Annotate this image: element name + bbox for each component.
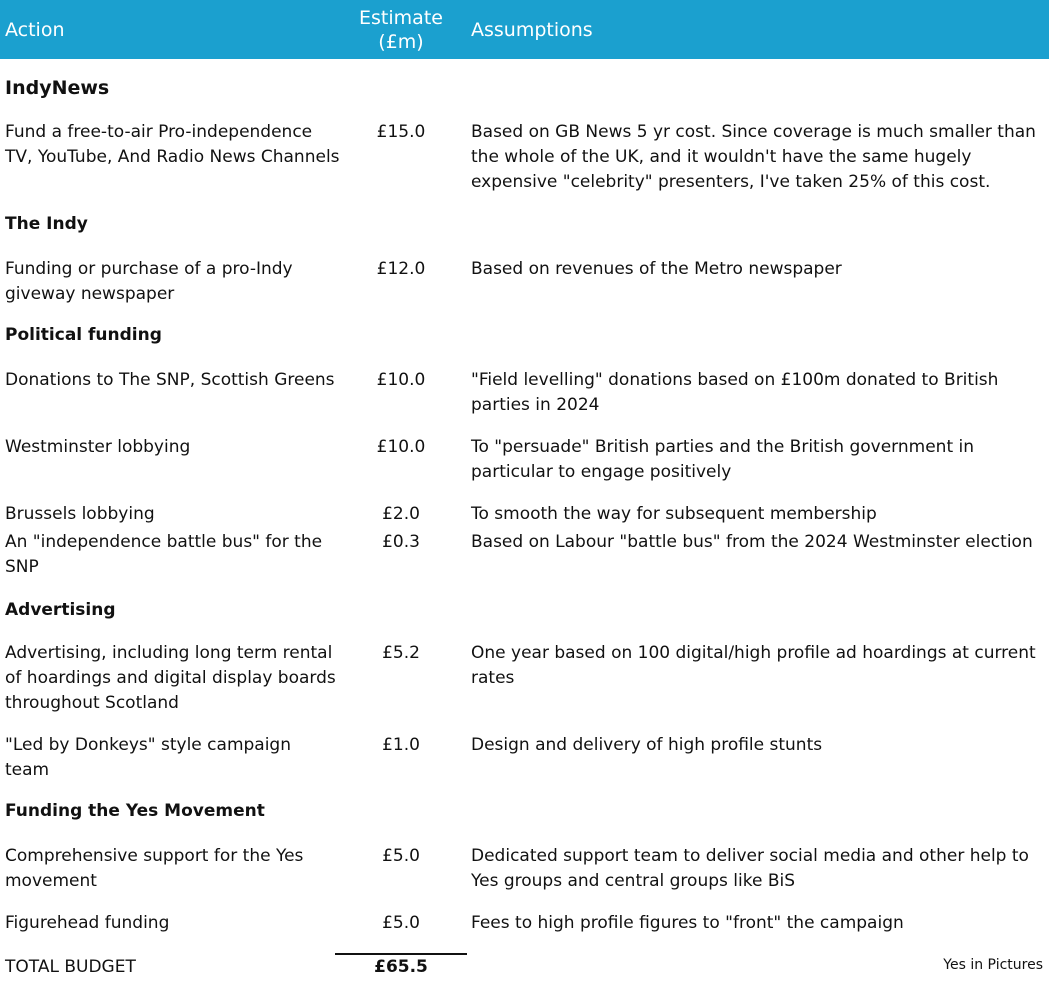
credit-text: Yes in Pictures: [943, 957, 1043, 973]
row-estimate: £12.0: [376, 259, 426, 279]
row-action: Donations to The SNP, Scottish Greens: [5, 370, 335, 390]
row-estimate: £5.0: [382, 846, 420, 866]
total-divider: [335, 953, 467, 955]
section-title-yes-movement: Funding the Yes Movement: [5, 801, 265, 821]
total-label: TOTAL BUDGET: [5, 957, 136, 977]
row-assumption: Fees to high profile figures to "front" the campaign: [471, 913, 904, 933]
row-assumption: Based on GB News 5 yr cost. Since coverage is much smaller than the whole of the UK, and it wouldn't have the same hugely expensive "celebrity" presenters, I've taken 25% of this cost.: [471, 122, 1036, 192]
row-action: Funding or purchase of a pro-Indy giveway newspaper: [5, 259, 293, 304]
row-estimate: £2.0: [382, 504, 420, 524]
row-assumption: Design and delivery of high profile stunts: [471, 735, 823, 755]
section-title-advertising: Advertising: [5, 600, 116, 620]
row-estimate: £5.0: [382, 913, 420, 933]
row-assumption: One year based on 100 digital/high profile ad hoardings at current rates: [471, 643, 1036, 688]
row-assumption: To smooth the way for subsequent membership: [471, 504, 877, 524]
section-title-the-indy: The Indy: [5, 214, 88, 234]
row-action: Comprehensive support for the Yes movement: [5, 846, 304, 891]
section-title-indynews: IndyNews: [5, 77, 110, 99]
row-estimate: £10.0: [376, 370, 426, 390]
row-estimate: £10.0: [376, 437, 426, 457]
row-estimate: £5.2: [382, 643, 420, 663]
table-header: [0, 0, 1049, 59]
header-assumptions: Assumptions: [471, 19, 593, 41]
row-action: Fund a free-to-air Pro-independence TV, YouTube, And Radio News Channels: [5, 122, 340, 167]
row-action: Figurehead funding: [5, 913, 170, 933]
row-assumption: Dedicated support team to deliver social media and other help to Yes groups and central groups like BiS: [471, 846, 1029, 891]
row-assumption: "Field levelling" donations based on £100m donated to British parties in 2024: [471, 370, 999, 415]
total-value: £65.5: [374, 957, 428, 977]
row-estimate: £15.0: [376, 122, 426, 142]
row-action: "Led by Donkeys" style campaign team: [5, 735, 291, 780]
row-action: Brussels lobbying: [5, 504, 155, 524]
row-action: An "independence battle bus" for the SNP: [5, 532, 323, 577]
header-action: Action: [5, 19, 65, 41]
row-assumption: Based on Labour "battle bus" from the 2024 Westminster election: [471, 532, 1033, 552]
row-assumption: To "persuade" British parties and the British government in particular to engage positively: [471, 437, 975, 482]
section-title-political-funding: Political funding: [5, 325, 162, 345]
row-estimate: £1.0: [382, 735, 420, 755]
row-action: Advertising, including long term rental of hoardings and digital display boards throughout Scotland: [5, 643, 336, 713]
row-estimate: £0.3: [382, 532, 420, 552]
row-action: Westminster lobbying: [5, 437, 191, 457]
row-assumption: Based on revenues of the Metro newspaper: [471, 259, 842, 279]
header-estimate: Estimate (£m): [359, 7, 443, 53]
